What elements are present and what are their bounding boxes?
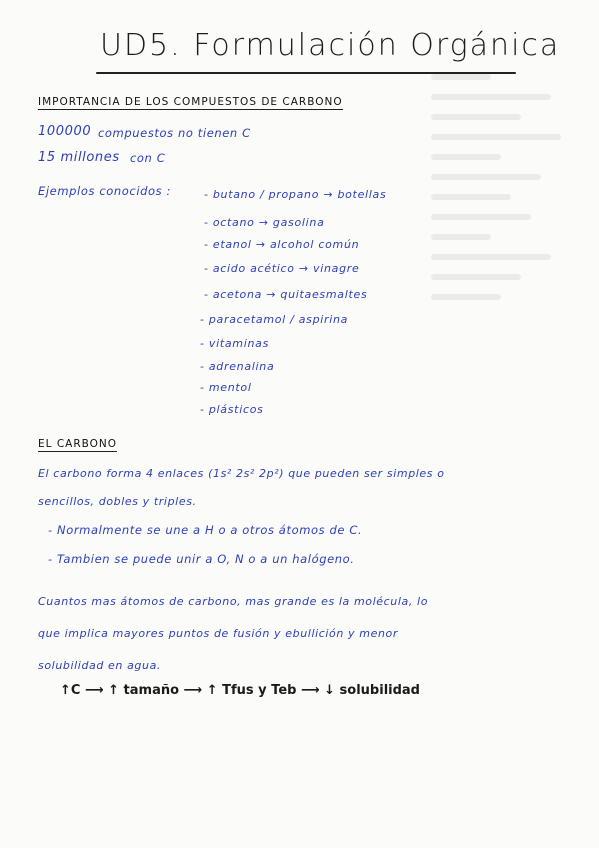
stat-number-1: 100000 xyxy=(38,124,92,139)
list-item: - butano / propano → botellas xyxy=(204,188,387,201)
molecule-size-paragraph xyxy=(38,586,568,682)
section-heading-importancia: IMPORTANCIA DE LOS COMPUESTOS DE CARBONO xyxy=(38,96,343,108)
paragraph-line: Cuantos mas átomos de carbono, mas grande es la molécula, lo xyxy=(38,595,429,608)
list-item: - octano → gasolina xyxy=(204,216,325,229)
bleed-through-shadow xyxy=(431,60,581,480)
list-item: - acetona → quitaesmaltes xyxy=(204,288,368,301)
stat-text-1: compuestos no tienen C xyxy=(98,126,251,140)
carbon-bonds-paragraph xyxy=(38,458,568,518)
page-title: UD5. Formulación Orgánica xyxy=(100,28,561,63)
list-item: - adrenalina xyxy=(200,360,275,373)
list-item: - acido acético → vinagre xyxy=(204,262,360,275)
stat-text-2: con C xyxy=(130,151,166,165)
paragraph-line: El carbono forma 4 enlaces (1s² 2s² 2p²) que pueden ser simples o xyxy=(38,467,445,480)
paragraph-line: solubilidad en agua. xyxy=(38,659,162,672)
list-item: - etanol → alcohol común xyxy=(204,238,360,251)
title-underline xyxy=(96,72,516,74)
list-item: - paracetamol / aspirina xyxy=(200,313,349,326)
list-item: - vitaminas xyxy=(200,337,270,350)
bullet-hydrogen: - Normalmente se une a H o a otros átomos de C. xyxy=(48,523,363,537)
summary-relation: ↑C ⟶ ↑ tamaño ⟶ ↑ Tfus y Teb ⟶ ↓ solubilidad xyxy=(60,683,420,698)
bullet-heteroatoms: - Tambien se puede unir a O, N o a un halógeno. xyxy=(48,552,355,566)
stat-number-2: 15 millones xyxy=(38,150,120,165)
section-heading-carbono: EL CARBONO xyxy=(38,438,118,450)
list-item: - mentol xyxy=(200,381,252,394)
list-item: - plásticos xyxy=(200,403,264,416)
paragraph-line: que implica mayores puntos de fusión y ebullición y menor xyxy=(38,627,398,640)
paragraph-line: sencillos, dobles y triples. xyxy=(38,495,197,508)
examples-label: Ejemplos conocidos : xyxy=(38,184,171,198)
